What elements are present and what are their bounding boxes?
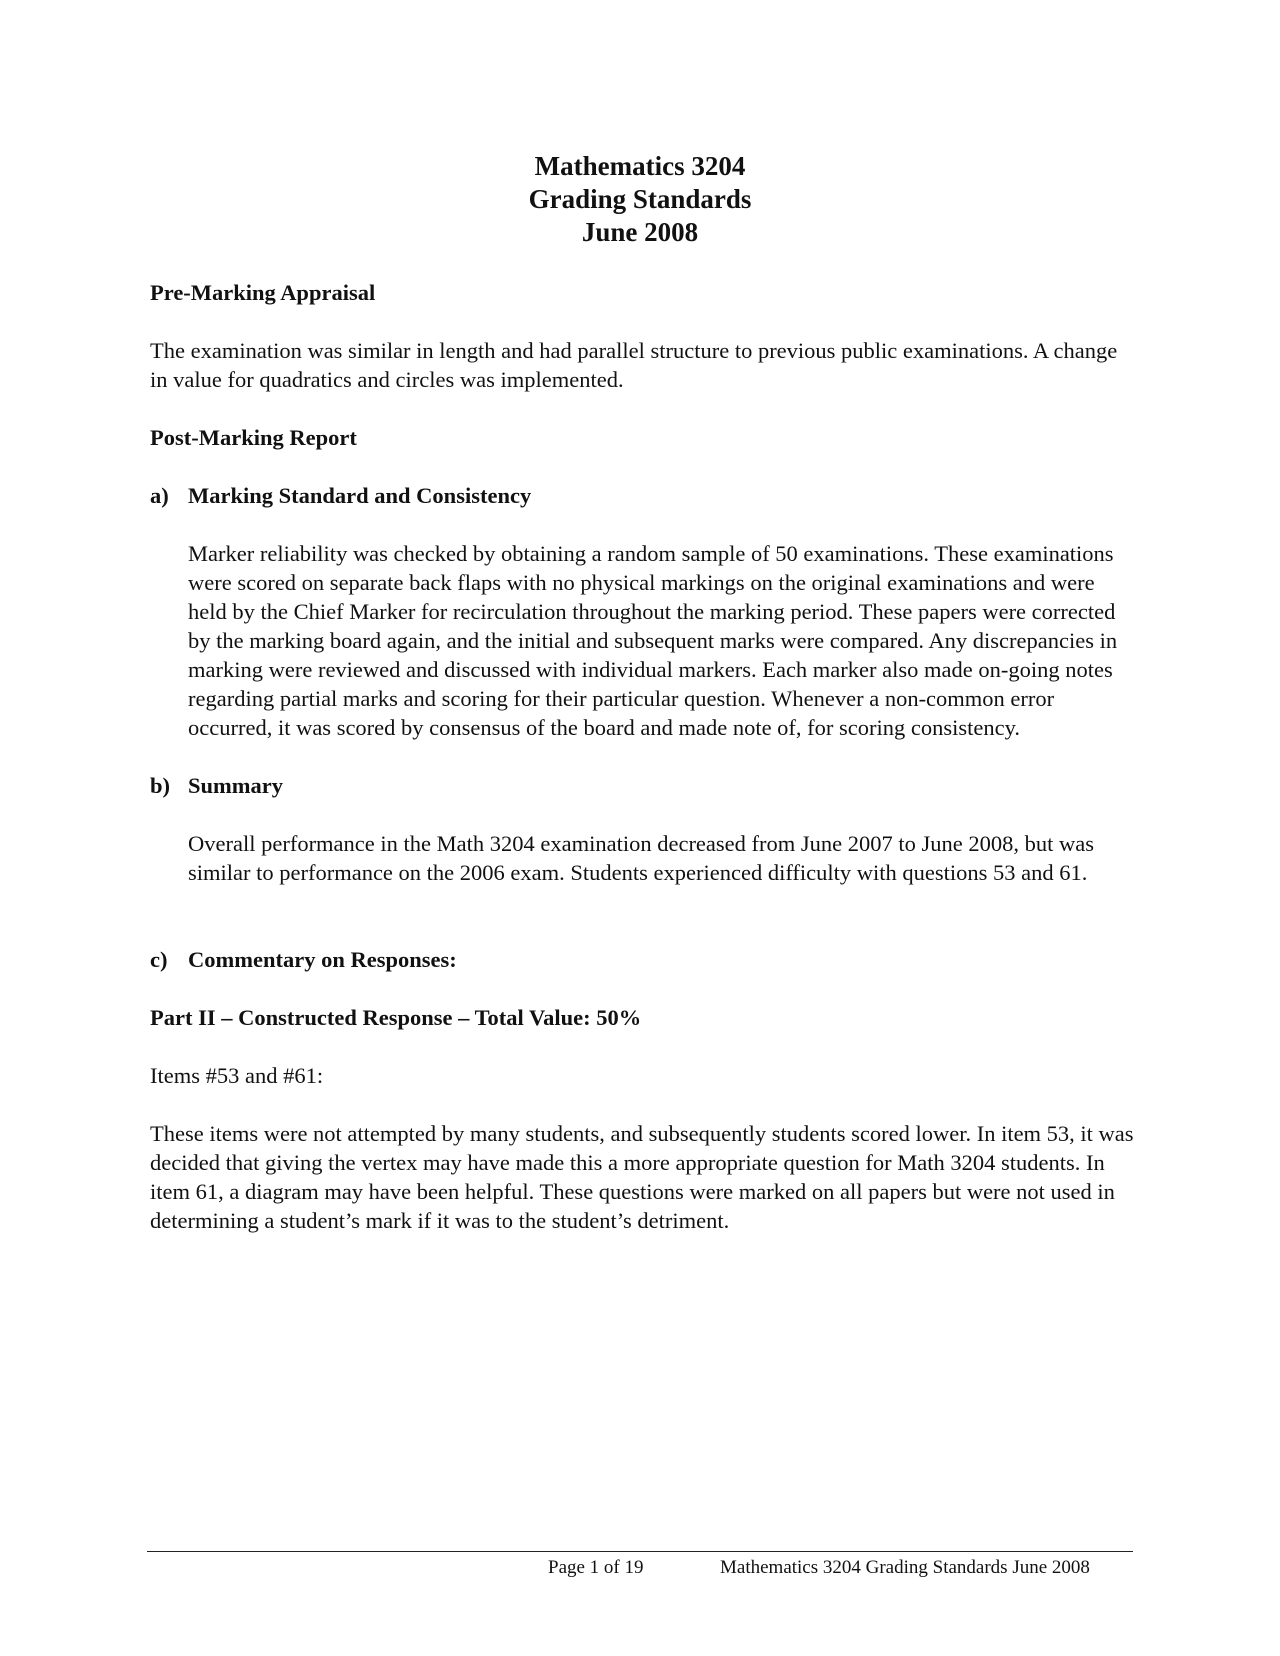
footer-divider xyxy=(147,1551,1133,1552)
section-c-heading xyxy=(150,945,1135,974)
post-marking-heading: Post-Marking Report xyxy=(150,425,357,450)
part-two-heading: Part II – Constructed Response – Total Value: 50% xyxy=(150,1005,642,1030)
footer-document-title: Mathematics 3204 Grading Standards June 2008 xyxy=(720,1557,1090,1578)
title-line-date: June 2008 xyxy=(581,217,699,247)
section-b-paragraph: Overall performance in the Math 3204 examination decreased from June 2007 to June 2008, but was similar to performance on the 2006 exam. Students experienced difficulty with questions 53 and 61. xyxy=(188,831,1094,885)
title-line-course: Mathematics 3204 xyxy=(534,151,746,181)
document-title xyxy=(0,150,1280,249)
title-line-subject: Grading Standards xyxy=(528,184,752,214)
section-a-label: a) xyxy=(150,483,169,508)
section-b-title: Summary xyxy=(188,773,283,798)
section-a-paragraph: Marker reliability was checked by obtaining a random sample of 50 examinations. These examinations were scored on separate back flaps with no physical markings on the original examinations and were held by the Chief Marker for recirculation throughout the marking period. These papers were corrected by the marking board again, and the initial and subsequent marks were compared. Any discrepancies in marking were reviewed and discussed with individual markers. Each marker also made on-going notes regarding partial marks and scoring for their particular question. Whenever a non-common error occurred, it was scored by consensus of the board and made note of, for scoring consistency. xyxy=(188,541,1118,740)
footer-page-number: Page 1 of 19 xyxy=(548,1557,644,1578)
section-b-label: b) xyxy=(150,773,171,798)
document-body xyxy=(150,278,1135,1235)
section-c-label: c) xyxy=(150,947,168,972)
pre-marking-heading: Pre-Marking Appraisal xyxy=(150,280,376,305)
items-label: Items #53 and #61: xyxy=(150,1063,324,1088)
pre-marking-paragraph: The examination was similar in length and had parallel structure to previous public examinations. A change in value for quadratics and circles was implemented. xyxy=(150,338,1118,392)
items-paragraph: These items were not attempted by many students, and subsequently students scored lower. In item 53, it was decided that giving the vertex may have made this a more appropriate question for Math 3204 students. In item 61, a diagram may have been helpful. These questions were marked on all papers but were not used in determining a student’s mark if it was to the student’s detriment. xyxy=(150,1121,1134,1233)
section-c-title: Commentary on Responses: xyxy=(188,947,457,972)
section-a-heading xyxy=(150,481,1135,510)
section-b-heading xyxy=(150,771,1135,800)
section-a-title: Marking Standard and Consistency xyxy=(188,483,532,508)
